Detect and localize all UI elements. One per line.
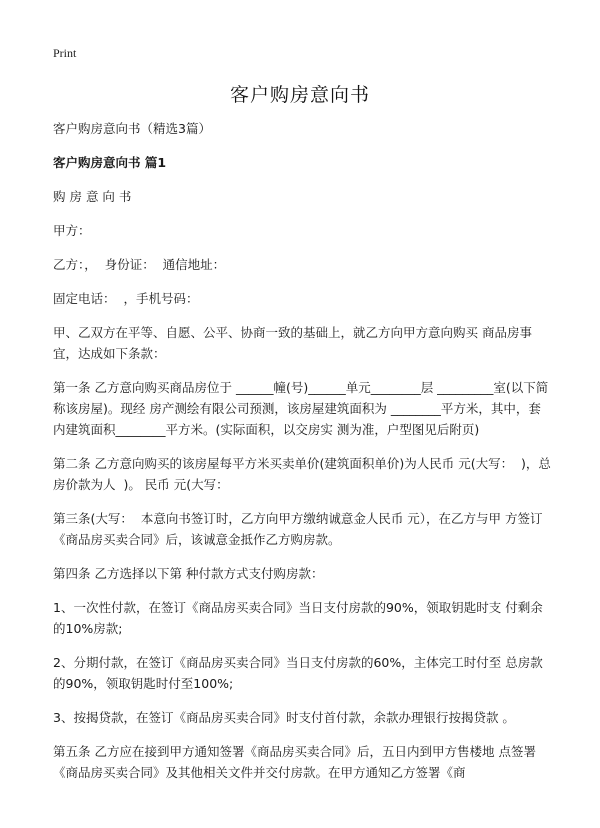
party-b-line: 乙方：， 身份证： 通信地址： — [53, 257, 226, 272]
section-heading: 客户购房意向书 篇1 — [53, 155, 167, 170]
payment-option-1: 1、一次性付款，在签订《商品房买卖合同》当日支付房款的90%，领取钥匙时支 付剩余的10%房款; — [53, 600, 543, 636]
print-link[interactable]: Print — [53, 46, 77, 60]
payment-option-3: 3、按揭贷款，在签订《商品房买卖合同》时支付首付款，余款办理银行按揭贷款 。 — [53, 710, 515, 725]
document-subtitle: 客户购房意向书（精选3篇） — [53, 121, 211, 136]
clause-5: 第五条 乙方应在接到甲方通知签署《商品房买卖合同》后，五日内到甲方售楼地 点签署《商品房买卖合同》及其他相关文件并交付房款。在甲方通知乙方签署《商 — [53, 744, 536, 780]
clause-2: 第二条 乙方意向购买的该房屋每平方米买卖单价(建筑面积单价)为人民币 元(大写： )，总房价款为人 )。 民币 元(大写： — [53, 456, 551, 492]
party-a-line: 甲方： — [53, 223, 91, 238]
document-title: 客户购房意向书 — [229, 84, 370, 106]
payment-option-2: 2、分期付款，在签订《商品房买卖合同》当日支付房款的60%，主体完工时付至 总房款的90%，领取钥匙时付至100%; — [53, 655, 543, 691]
phone-line: 固定电话： ，手机号码： — [53, 291, 199, 306]
inner-title: 购 房 意 向 书 — [53, 189, 132, 204]
document-body — [53, 118, 553, 796]
clause-1: 第一条 乙方意向购买商品房位于 ______幢(号)______单元________层 _________室(以下简称该房屋)。现经 房产测绘有限公司预测，该房屋建筑面积为 ________平方米，其中，套内建筑面积________平方米。(实际面积，以交房实 测为准，户型图见后附页) — [53, 380, 549, 437]
clause-4: 第四条 乙方选择以下第 种付款方式支付购房款： — [53, 566, 324, 581]
intro-paragraph: 甲、乙双方在平等、自愿、公平、协商一致的基础上，就乙方向甲方意向购买 商品房事宜，达成如下条款： — [53, 325, 532, 361]
clause-3: 第三条(大写： 本意向书签订时，乙方向甲方缴纳诚意金人民币 元），在乙方与甲 方签订《商品房买卖合同》后，该诚意金抵作乙方购房款。 — [53, 511, 543, 547]
